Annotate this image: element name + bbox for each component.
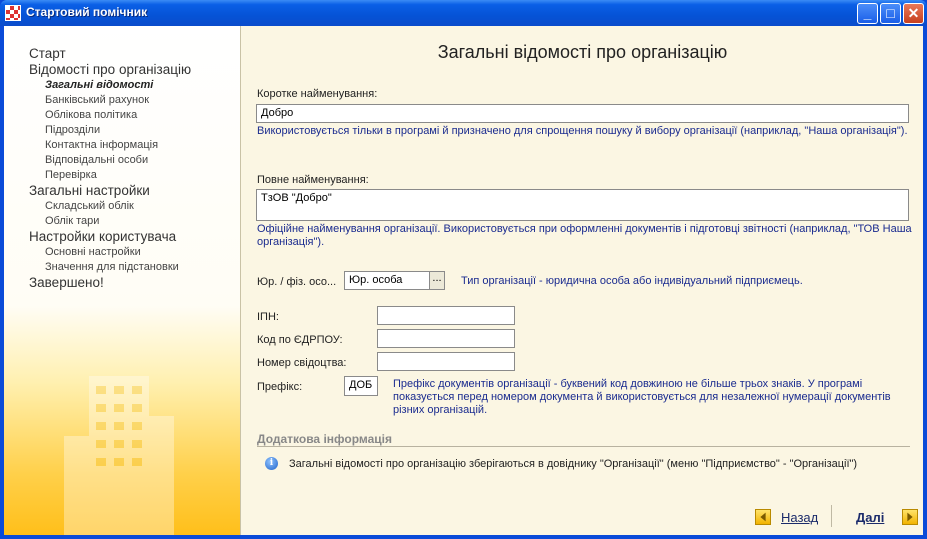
short-name-label: Коротке найменування: [257,88,378,100]
nav-contact-info[interactable]: Контактна інформація [45,139,159,151]
prefix-hint: Префікс документів організації - буквений код довжиною не більше трьох знаків. У програмі показується перед номером документа й використовується для незалежної нумерації документів різних організацій. [393,378,891,416]
nav-departments[interactable]: Підрозділи [45,124,101,136]
nav-user-settings[interactable]: Настройки користувача [29,229,177,244]
certificate-label: Номер свідоцтва: [257,357,347,369]
section-divider [257,446,910,447]
nav-default-values[interactable]: Значення для підстановки [45,261,179,273]
legal-type-field[interactable]: Юр. особа [344,271,430,290]
footer-separator [831,505,832,527]
steps-list [29,46,191,291]
building-illustration [44,356,194,535]
nav-accounting-policy[interactable]: Облікова політика [45,109,138,121]
window-title: Стартовий помічник [26,5,148,19]
edrpou-field[interactable] [377,329,515,348]
ipn-field[interactable] [377,306,515,325]
back-button[interactable]: Назад [781,510,819,525]
nav-containers[interactable]: Облік тари [45,215,100,227]
title-bar[interactable] [0,0,927,26]
app-icon [5,5,21,21]
wizard-client [4,26,923,535]
maximize-button[interactable]: □ [880,3,901,24]
content-pane [242,26,923,535]
full-name-label: Повне найменування: [257,174,369,186]
full-name-hint: Офіційне найменування організації. Використовується при оформленні документів і підготовці звітності (наприклад, "ТОВ Наша організація"). [257,223,912,248]
nav-main-settings[interactable]: Основні настройки [45,246,141,258]
legal-type-hint: Тип організації - юридична особа або індивідуальний підприємець. [461,275,803,287]
next-arrow-icon[interactable] [902,509,918,525]
legal-type-label: Юр. / фіз. осо... [257,276,337,288]
additional-info-title: Додаткова інформація [257,432,392,446]
minimize-button[interactable]: _ [857,3,878,24]
nav-general-info[interactable]: Загальні відомості [45,79,154,91]
info-icon: i [265,457,278,470]
additional-info-text: Загальні відомості про організацію зберігаються в довіднику "Організації" (меню "Підприємство" - "Організації") [289,458,858,470]
ipn-label: ІПН: [257,311,279,323]
legal-type-select-button[interactable]: ... [429,271,445,290]
back-arrow-icon[interactable] [755,509,771,525]
short-name-hint: Використовується тільки в програмі й призначено для спрощення пошуку й вибору організації (наприклад, "Наша організація"). [257,125,908,137]
nav-start[interactable]: Старт [29,46,66,61]
nav-bank-account[interactable]: Банківський рахунок [45,94,150,106]
nav-responsible-persons[interactable]: Відповідальні особи [45,154,149,166]
nav-finished[interactable]: Завершено! [29,275,104,290]
next-button[interactable]: Далі [856,510,885,525]
full-name-field[interactable]: ТзОВ "Добро" [256,189,909,221]
nav-org-info[interactable]: Відомості про організацію [29,62,192,77]
prefix-field[interactable]: ДОБ [344,376,378,396]
page-title: Загальні відомості про організацію [437,42,728,62]
prefix-label: Префікс: [257,381,303,393]
close-button[interactable]: ✕ [903,3,924,24]
nav-warehouse[interactable]: Складський облік [45,200,134,212]
nav-general-settings[interactable]: Загальні настройки [29,183,150,198]
steps-pane [4,26,241,535]
nav-check[interactable]: Перевірка [45,169,97,181]
edrpou-label: Код по ЄДРПОУ: [257,334,343,346]
short-name-field[interactable]: Добро [256,104,909,123]
certificate-field[interactable] [377,352,515,371]
